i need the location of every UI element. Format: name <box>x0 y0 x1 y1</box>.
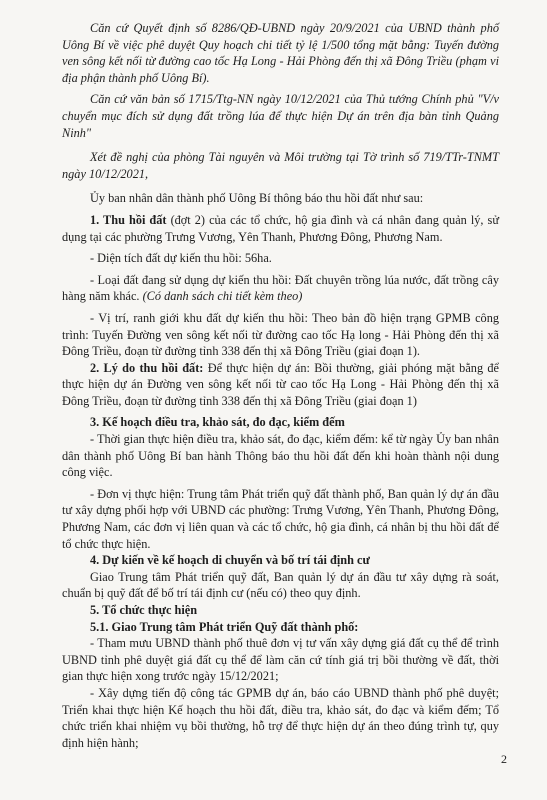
survey-unit: - Đơn vị thực hiện: Trung tâm Phát triển quỹ đất thành phố, Ban quản lý dự án đầu tư xây dựng phối hợp với UBND các phường: Trưng Vương, Yên Thanh, Phương Đông, Phương Nam, các đơn vị liên quan và các tổ chức, hộ gia đình, cá nhân bị thu hồi đất để tổ chức thực hiện. <box>62 486 499 551</box>
section-1-text: (đợt 2) của các tổ chức, hộ gia đình và cá nhân đang quản lý, sử dụng tại các phường Trưng Vương, Yên Thanh, Phương Đông, Phương Nam. <box>62 212 499 244</box>
announcement-intro: Ủy ban nhân dân thành phố Uông Bí thông báo thu hồi đất như sau: <box>90 191 424 206</box>
section-1-title: 1. Thu hồi đất <box>90 212 167 227</box>
survey-time: - Thời gian thực hiện điều tra, khảo sát, đo đạc, kiểm đếm: kể từ ngày Ủy ban nhân dân thành phố Uông Bí ban hành Thông báo thu hồi đất đến khi hoàn thành nội dung công việc. <box>62 432 499 480</box>
section-3-title: 3. Kế hoạch điều tra, khảo sát, đo đạc, kiểm đếm <box>90 415 345 430</box>
section-5-1-item-a: - Tham mưu UBND thành phố thuê đơn vị tư vấn xây dựng giá đất cụ thể để trình UBND tỉnh phê duyệt giá đất cụ thể để làm căn cứ tính giá trị bồi thường về đất, thời gian thực hiện xong trước ngày 15/12/2021; <box>62 636 499 684</box>
section-2-title: 2. Lý do thu hồi đất: <box>90 360 204 375</box>
proposal-reference: Xét đề nghị của phòng Tài nguyên và Môi trường tại Tờ trình số 719/TTr-TNMT ngày 10/12/2021, <box>62 150 499 181</box>
basis-document-1715: Căn cứ văn bản số 1715/Ttg-NN ngày 10/12/2021 của Thủ tướng Chính phủ "V/v chuyển mục đích sử dụng đất trồng lúa để thực hiện Dự án trên địa bàn tỉnh Quảng Ninh" <box>62 92 499 140</box>
section-5-1-item-b: - Xây dựng tiến độ công tác GPMB dự án, báo cáo UBND thành phố phê duyệt; Triển khai thực hiện Kế hoạch thu hồi đất, điều tra, khảo sát, đo đạc và kiểm đếm; Tổ chức triển khai nhiệm vụ bồi thường, hỗ trợ để thực hiện dự án theo đúng trình tự, quy định hiện hành; <box>62 685 499 750</box>
section-1 <box>62 212 499 245</box>
land-type-text: - Loại đất đang sử dụng dự kiến thu hồi: Đất chuyên trồng lúa nước, đất trồng cây hàng năm khác. <box>62 272 499 304</box>
land-type-note: (Có danh sách chi tiết kèm theo) <box>139 289 303 304</box>
section-2-text: Để thực hiện dự án: Bồi thường, giải phóng mặt bằng để thực hiện dự án Đường ven sông kết nối từ cao tốc Hạ Long - Hải Phòng đến thị xã Đông Triều, đoạn từ đường tỉnh 338 đến thị xã Đông Triều (giai đoạn 1) <box>62 360 499 408</box>
section-4-text: Giao Trung tâm Phát triển quỹ đất, Ban quản lý dự án đầu tư xây dựng rà soát, chuẩn bị quỹ đất để bố trí tái định cư (nếu có) theo quy định. <box>62 569 499 601</box>
section-2 <box>62 360 499 410</box>
section-5-title: 5. Tổ chức thực hiện <box>90 603 198 617</box>
basis-decision-8286: Căn cứ Quyết định số 8286/QĐ-UBND ngày 20/9/2021 của UBND thành phố Uông Bí về việc phê duyệt Quy hoạch chi tiết tỷ lệ 1/500 tổng mặt bằng: Tuyến đường ven sông kết nối từ đường cao tốc Hạ Long - Hải Phòng đến thị xã Đông Triều (phạm vi địa phận thành phố Uông Bí). <box>62 21 499 85</box>
land-type <box>62 272 499 305</box>
section-5-1-title: 5.1. Giao Trung tâm Phát triển Quỹ đất thành phố: <box>90 619 359 634</box>
section-4-title: 4. Dự kiến về kế hoạch di chuyển và bố trí tái định cư <box>90 553 370 568</box>
land-area: - Diện tích đất dự kiến thu hồi: 56ha. <box>90 251 272 266</box>
page-number: 2 <box>501 752 507 767</box>
land-location: - Vị trí, ranh giới khu đất dự kiến thu hồi: Theo bản đồ hiện trạng GPMB công trình: Tuyến Đường ven sông kết nối từ đường cao tốc Hạ long - Hải Phòng đến thị xã Đông Triều, đoạn từ đường tỉnh 338 đến thị xã Đông Triều (giai đoạn 1). <box>62 310 499 359</box>
